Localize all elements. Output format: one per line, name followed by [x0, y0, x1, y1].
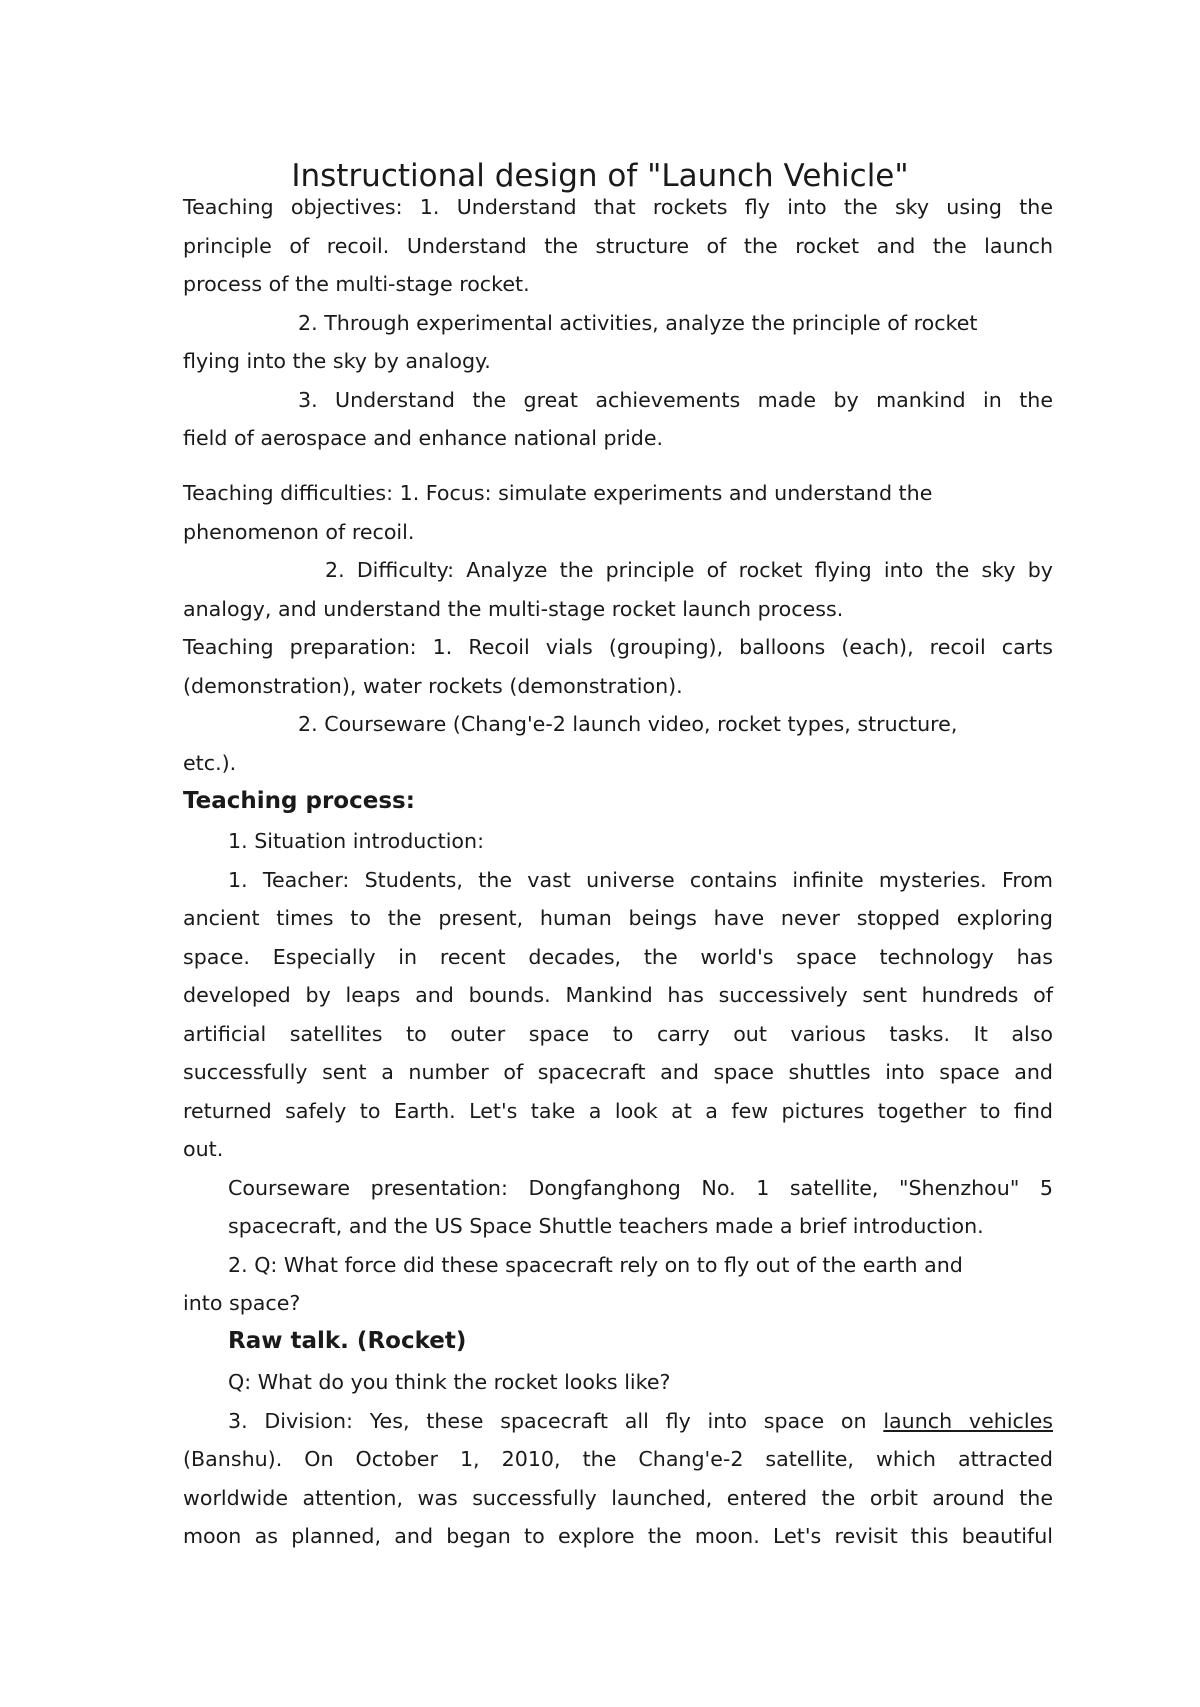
text-line: principle of recoil. Understand the structure of the rocket and the launch	[183, 233, 1053, 258]
text-line: etc.).	[183, 750, 237, 775]
text-line: spacecraft, and the US Space Shuttle teachers made a brief introduction.	[228, 1214, 984, 1238]
teaching-difficulties	[183, 474, 1053, 628]
text-line: Q: What do you think the rocket looks like?	[228, 1370, 671, 1394]
text-line: Teaching difficulties: 1. Focus: simulate experiments and understand the	[183, 481, 933, 505]
process-heading: Teaching process:	[183, 788, 415, 814]
text-line: returned safely to Earth. Let's take a look at a few pictures together to find	[183, 1098, 1053, 1123]
text-line: out.	[183, 1137, 224, 1161]
text-line: analogy, and understand the multi-stage rocket launch process.	[183, 596, 844, 621]
text-line: 2. Q: What force did these spacecraft rely on to fly out of the earth and	[228, 1252, 963, 1277]
division-text: 3. Division: Yes, these spacecraft all fly into space on	[228, 1408, 867, 1433]
text-line: developed by leaps and bounds. Mankind has successively sent hundreds of	[183, 983, 1053, 1007]
text-line: 2. Difficulty: Analyze the principle of rocket flying into the sky by	[325, 558, 1053, 582]
text-line: 1. Teacher: Students, the vast universe contains infinite mysteries. From	[228, 867, 1053, 892]
text-line: artificial satellites to outer space to carry out various tasks. It also	[183, 1021, 1053, 1046]
teaching-process-cont	[183, 1363, 1053, 1556]
text-line: ancient times to the present, human beings have never stopped exploring	[183, 906, 1053, 930]
teaching-preparation	[183, 628, 1053, 782]
document-title: Instructional design of "Launch Vehicle"	[291, 158, 909, 194]
text-line: Courseware presentation: Dongfanghong No. 1 satellite, "Shenzhou" 5	[228, 1175, 1053, 1200]
text-line: Teaching objectives: 1. Understand that rockets fly into the sky using the	[183, 195, 1053, 219]
text-line: process of the multi-stage rocket.	[183, 272, 530, 296]
text-line: flying into the sky by analogy.	[183, 349, 491, 373]
launch-vehicles-link[interactable]: launch vehicles	[883, 1408, 1053, 1433]
teaching-process	[183, 822, 1053, 1323]
text-line: 1. Situation introduction:	[228, 829, 485, 853]
text-line: (demonstration), water rockets (demonstration).	[183, 673, 683, 698]
text-line: space. Especially in recent decades, the world's space technology has	[183, 944, 1053, 969]
teaching-objectives	[183, 188, 1053, 458]
text-line: Teaching preparation: 1. Recoil vials (grouping), balloons (each), recoil carts	[183, 635, 1053, 659]
text-line: phenomenon of recoil.	[183, 519, 415, 544]
text-line	[183, 1402, 1053, 1441]
raw-talk-heading: Raw talk. (Rocket)	[228, 1328, 467, 1354]
text-line: (Banshu). On October 1, 2010, the Chang'e-2 satellite, which attracted	[183, 1447, 1053, 1471]
text-line: 3. Understand the great achievements made by mankind in the	[298, 387, 1053, 412]
text-line: field of aerospace and enhance national pride.	[183, 426, 664, 450]
text-line: 2. Through experimental activities, analyze the principle of rocket	[298, 310, 978, 335]
text-line: into space?	[183, 1291, 301, 1315]
text-line: moon as planned, and began to explore the moon. Let's revisit this beautiful	[183, 1524, 1053, 1548]
text-line: worldwide attention, was successfully launched, entered the orbit around the	[183, 1485, 1053, 1510]
text-line: 2. Courseware (Chang'e-2 launch video, rocket types, structure,	[298, 712, 958, 736]
text-line: successfully sent a number of spacecraft and space shuttles into space and	[183, 1060, 1053, 1084]
